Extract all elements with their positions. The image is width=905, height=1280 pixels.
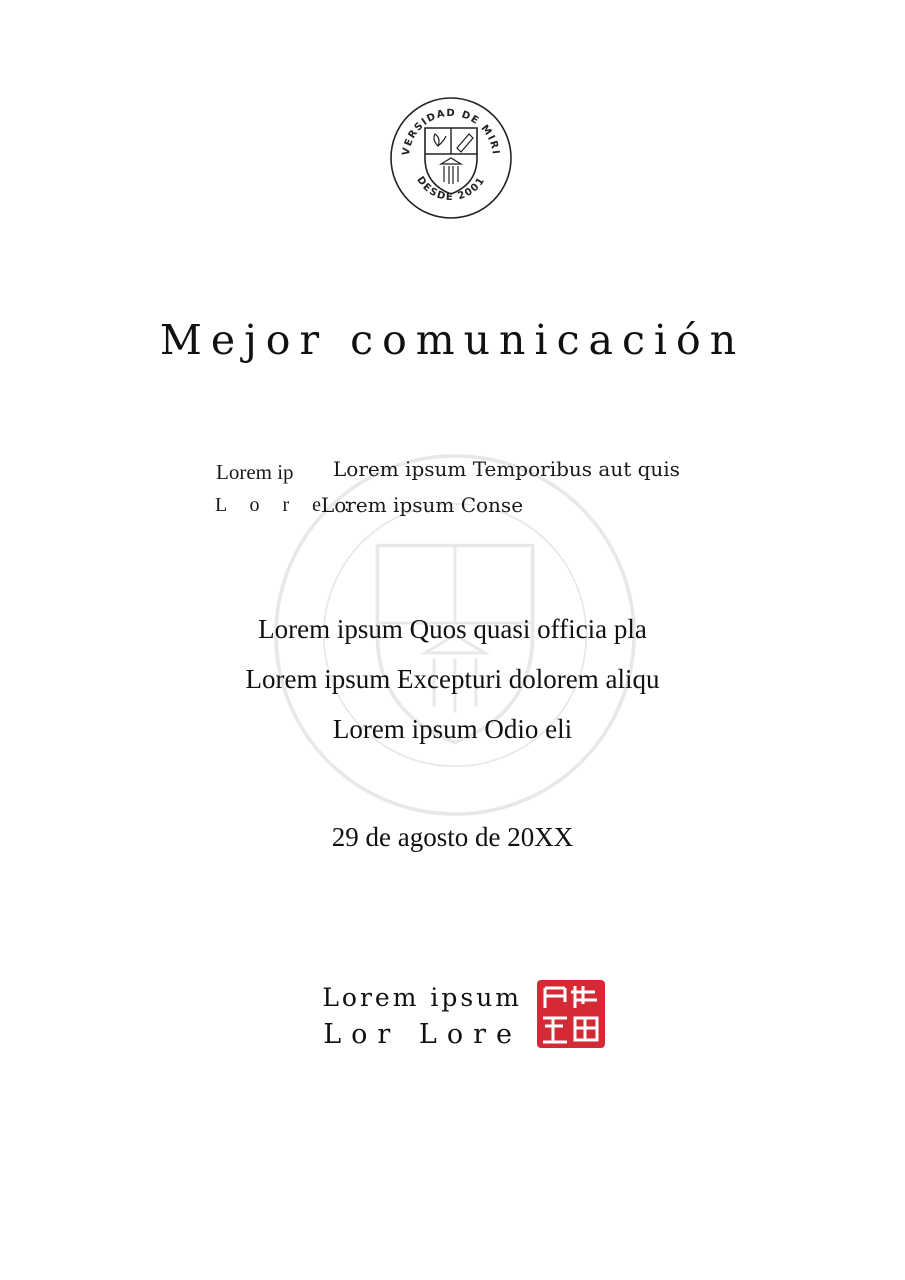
signature-line-2: Lor Lore (323, 1019, 522, 1050)
body-line: Lorem ipsum Excepturi dolorem aliqu (245, 664, 660, 694)
university-seal-icon (389, 96, 513, 220)
signature-line-1: Lorem ipsum (322, 983, 522, 1012)
page-title: Mejor comunicación (159, 316, 746, 364)
svg-text:DESDE 2001: DESDE 2001 (414, 174, 488, 204)
body-line: Lorem ipsum Odio eli (332, 714, 573, 744)
red-seal-stamp (535, 978, 607, 1050)
university-logo (389, 96, 513, 220)
body-text (0, 604, 905, 754)
info-value-2: Lorem ipsum Conse (321, 493, 524, 517)
info-label-1: Lorem ip (216, 460, 294, 484)
info-label-2: L o r e : (215, 494, 359, 516)
svg-text:UNIVERSIDAD DE MIRIDIH: VERSIDAD DE MIRI (400, 107, 501, 157)
document-date: 29 de agosto de 20XX (331, 822, 574, 852)
body-line: Lorem ipsum Quos quasi officia pla (258, 614, 647, 644)
red-seal-stamp-icon (535, 978, 607, 1050)
signature-block (322, 983, 522, 1057)
info-value-1: Lorem ipsum Temporibus aut quis (333, 457, 680, 481)
